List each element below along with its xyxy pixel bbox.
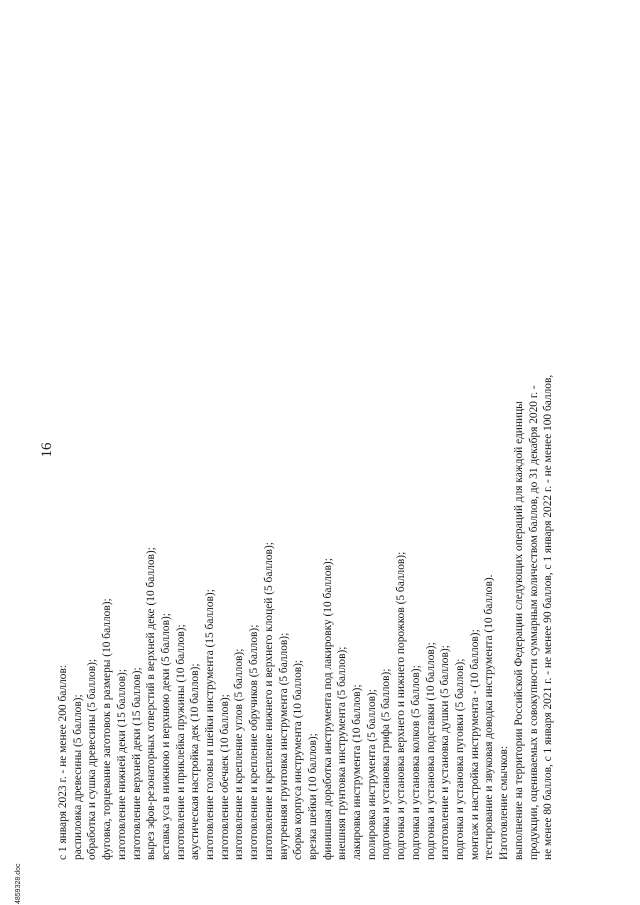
text-line: подгонка и установка подставки (10 баллов); <box>424 642 437 860</box>
text-line: обработка и сушка древесины (5 баллов); <box>86 658 99 860</box>
text-line: врезка шейки (10 баллов); <box>306 733 319 860</box>
text-line: изготовление и крепление нижнего и верхнего клоцей (5 баллов); <box>262 542 275 860</box>
text-line: подгонка и установка пуговки (5 баллов); <box>453 658 466 860</box>
footer-file-code: 4859328.doc <box>15 863 22 904</box>
text-line: лакировка инструмента (10 баллов); <box>351 684 364 860</box>
text-line: тестирование и звуковая доводка инструмента (10 баллов). <box>483 574 496 860</box>
text-line: фуговка, торцевание заготовок в размеры (10 баллов); <box>101 598 114 860</box>
text-line: продукции, оцениваемых в совокупности суммарным количеством баллов, до 31 декабря 2020 г. - <box>527 385 540 860</box>
text-line: финишная доработка инструмента под лакировку (10 баллов); <box>321 558 334 860</box>
text-line: вырез эфов-резонаторных отверстий в верхней деке (10 баллов); <box>145 547 158 860</box>
text-line: монтаж и настройка инструмента - (10 баллов); <box>468 629 481 860</box>
text-line: изготовление и установка душки (5 баллов); <box>439 645 452 860</box>
text-line: изготовление и крепление обручиков (5 баллов); <box>248 624 261 860</box>
rotated-page-content <box>39 40 556 860</box>
text-line: подгонка и установка верхнего и нижнего порожков (5 баллов); <box>395 551 408 860</box>
text-line: выполнение на территории Российской Федерации следующих операций для каждой единицы <box>512 401 525 860</box>
text-line: внутренняя грунтовка инструмента (5 баллов); <box>277 632 290 860</box>
text-line: изготовление обечаек (10 баллов); <box>218 694 231 860</box>
text-line: изготовление нижней деки (15 баллов); <box>115 669 128 860</box>
text-line: внешняя грунтовка инструмента (5 баллов); <box>336 646 349 860</box>
text-line: подгонка и установка грифа (5 баллов); <box>380 668 393 860</box>
text-line: с 1 января 2023 г. - не менее 200 баллов: <box>57 664 69 860</box>
text-line: распиловка древесины (5 баллов); <box>71 694 84 860</box>
text-line: подгонка и установка колков (5 баллов); <box>409 665 422 860</box>
text-line: Изготовление смычков: <box>498 745 511 860</box>
text-line: изготовление верхней деки (15 баллов); <box>130 667 143 860</box>
page-number: 16 <box>39 442 55 458</box>
text-line: не менее 80 баллов, с 1 января 2021 г. - не менее 90 баллов, с 1 января 2022 г. - не менее 100 баллов, <box>542 374 555 860</box>
text-line: вставка уса в нижнюю и верхнюю деки (5 баллов); <box>159 613 172 860</box>
text-line: акустическая настройка дек (10 баллов); <box>189 663 202 860</box>
text-line: сборка корпуса инструмента (10 баллов); <box>292 659 305 860</box>
document-body <box>56 40 556 860</box>
text-line: изготовление и приклейка пружины (10 баллов); <box>174 624 187 860</box>
text-line: изготовление и крепление углов (5 баллов); <box>233 648 246 860</box>
text-line: полировка инструмента (5 баллов); <box>365 689 378 860</box>
text-line: изготовление головы и шейки инструмента (15 баллов); <box>204 589 217 860</box>
